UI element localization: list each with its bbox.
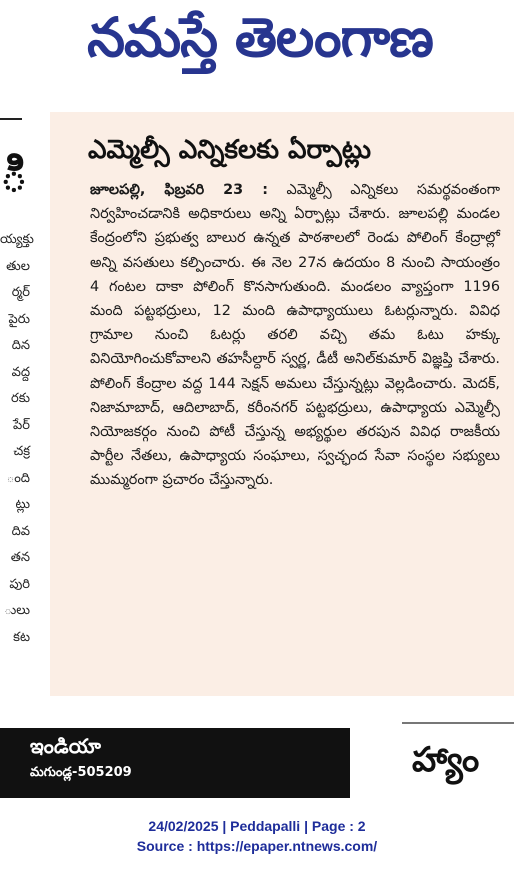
left-column-line: ంది [6, 470, 30, 486]
ad-left-address: మగుండ్ల-505209 [30, 765, 132, 780]
left-column-line: ట్లు [15, 497, 30, 512]
article-body [90, 178, 500, 493]
left-column-line: దిన [11, 338, 30, 353]
article-dateline: జూలపల్లి, ఫిబ్రవరి 23 : [90, 182, 268, 198]
left-column-line: ులు [4, 603, 30, 618]
left-column-line: ర్మర్ [11, 285, 30, 300]
ad-left-title: ఇండియా [30, 734, 101, 758]
ad-right-rule [402, 722, 514, 724]
left-column-line: తుల [6, 258, 30, 274]
page-footer [0, 816, 514, 856]
left-column-rule [0, 118, 22, 120]
newspaper-title: నమస్తే తెలంగాణ [87, 6, 433, 69]
left-column-line: య్యక్తు [0, 232, 34, 247]
left-column-line: చక్ర [13, 444, 30, 459]
left-column-line: దివ [11, 523, 30, 539]
advertisement-left [0, 728, 350, 798]
footer-date-edition: 24/02/2025 | Peddapalli | Page : 2 [148, 818, 366, 834]
left-column-line: పురి [9, 576, 30, 592]
masthead [0, 0, 514, 90]
left-column-line: రకు [11, 391, 30, 406]
left-column-line: కట [13, 629, 30, 645]
left-column-line: తన [10, 550, 30, 565]
advertisement-right: హ్యాం [412, 740, 480, 780]
article-text: ఎమ్మెల్సీ ఎన్నికలు సమర్థవంతంగా నిర్వహించడానికి అధికారులు అన్ని ఏర్పాట్లు చేశారు. జూలపల్లి మండల కేంద్రంలోని ప్రభుత్వ బాలుర ఉన్నత పాఠశాలలో రెండు పోలింగ్ కేంద్రాల్లో అన్ని వసతులు కల్పించారు. ఈ నెల 27న ఉదయం 8 నుంచి సాయంత్రం 4 గంటల దాకా పోలింగ్ కొనసాగుతుంది. మండలం వ్యాప్తంగా 1196 మంది పట్టభద్రులు, 12 మంది ఉపాధ్యాయులు ఓటర్లున్నారు. వివిధ గ్రామాల నుంచి ఓటర్లు తరలి వచ్చి తమ ఓటు హక్కు వినియోగించుకోవాలని తహసీల్దార్ స్వర్ణ, డీటీ అనిల్‌కుమార్ విజ్ఞప్తి చేశారు. పోలింగ్ కేంద్రాల వద్ద 144 సెక్షన్ అమలు చేస్తున్నట్లు వెల్లడించారు. మెదక్, నిజామాబాద్, ఆదిలాబాద్, కరీంనగర్ పట్టభద్రులు, ఉపాధ్యాయ ఎమ్మెల్సీ నియోజకర్గం నుంచి పోటీ చేస్తున్న అభ్యర్థుల తరపున వివిధ రాజకీయ పార్టీల నేతలు, ఉపాధ్యాయ సంఘాలు, స్వచ్ఛంద సేవా సంస్థల సభ్యులు ముమ్మరంగా ప్రచారం చేస్తున్నారు. [90, 182, 500, 489]
left-column-line: పేర్ [13, 417, 30, 433]
article-headline: ఎమ్మెల్సీ ఎన్నికలకు ఏర్పాట్లు [88, 135, 371, 165]
footer-source-link[interactable]: Source : https://epaper.ntnews.com/ [136, 838, 378, 854]
left-column-heading-fragment: ి [0, 147, 28, 203]
left-column-line: వద్ద [11, 364, 30, 380]
news-article [50, 112, 514, 696]
left-column-line: పైరు [8, 311, 30, 327]
